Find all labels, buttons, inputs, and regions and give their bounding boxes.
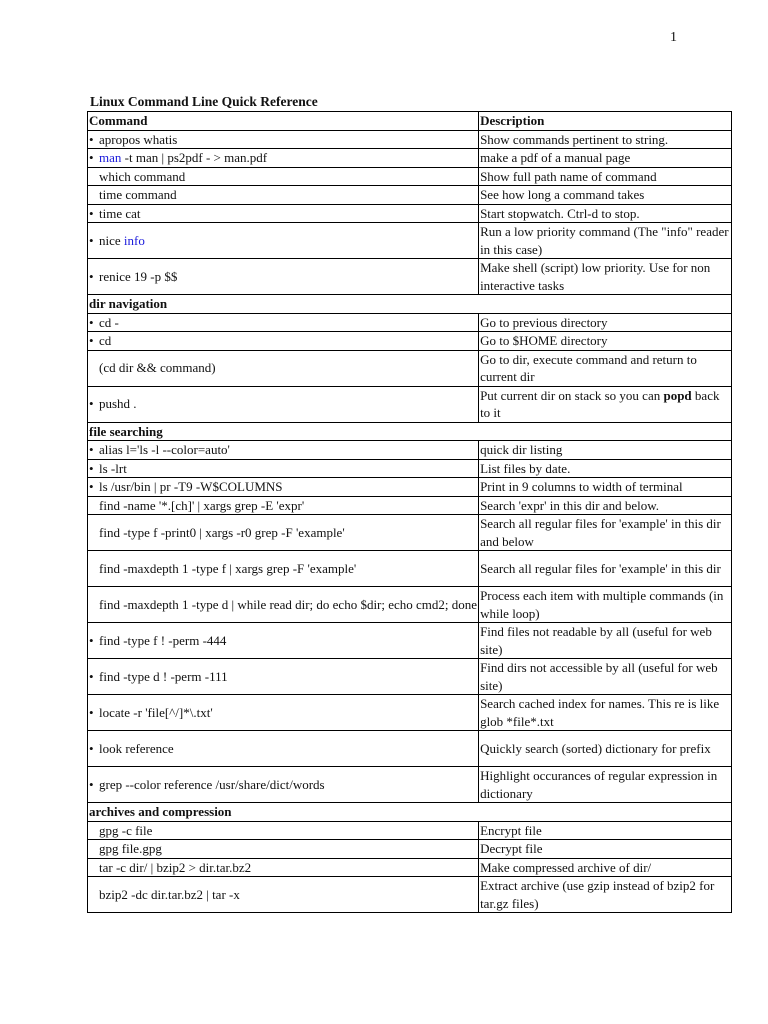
command-cell xyxy=(88,496,479,515)
bullet-icon: • xyxy=(89,460,94,476)
command-row xyxy=(88,350,732,386)
text-fragment: Go to dir, execute command and return to current dir xyxy=(480,351,697,384)
text-fragment: find -type d ! -perm -111 xyxy=(99,668,228,684)
command-cell xyxy=(88,204,479,223)
section-title: archives and compression xyxy=(88,803,732,822)
text-fragment: ls /usr/bin | pr -T9 -W$COLUMNS xyxy=(99,479,283,494)
description-cell xyxy=(479,332,732,351)
description-cell xyxy=(479,149,732,168)
command-link[interactable]: man xyxy=(99,150,122,165)
text-fragment: Encrypt file xyxy=(480,822,542,838)
text-fragment: (cd dir && command) xyxy=(99,360,216,376)
section-title: file searching xyxy=(88,422,732,441)
description-cell xyxy=(479,695,732,731)
command-row xyxy=(88,478,732,497)
bullet-icon: • xyxy=(89,150,94,165)
command-cell xyxy=(88,551,479,587)
bullet-icon: • xyxy=(89,776,94,792)
text-fragment: cd - xyxy=(99,314,119,330)
description-cell xyxy=(479,350,732,386)
command-row xyxy=(88,877,732,913)
command-cell xyxy=(88,821,479,840)
command-cell xyxy=(88,840,479,859)
command-cell xyxy=(88,313,479,332)
bullet-icon: • xyxy=(89,632,94,648)
command-row xyxy=(88,623,732,659)
description-cell xyxy=(479,659,732,695)
text-fragment: Highlight occurances of regular expression in dictionary xyxy=(480,768,718,801)
command-cell xyxy=(88,459,479,478)
text-fragment: bzip2 -dc dir.tar.bz2 | tar -x xyxy=(99,886,240,902)
section-header-row xyxy=(88,422,732,441)
text-fragment: which command xyxy=(99,168,186,184)
description-cell xyxy=(479,478,732,497)
command-cell xyxy=(88,332,479,351)
text-fragment: Show full path name of command xyxy=(480,168,657,184)
command-row xyxy=(88,731,732,767)
command-row xyxy=(88,204,732,223)
text-fragment: find -type f ! -perm -444 xyxy=(99,632,227,648)
text-fragment: Show commands pertinent to string. xyxy=(480,131,669,147)
bullet-icon: • xyxy=(89,479,94,494)
command-row xyxy=(88,515,732,551)
text-fragment: Make compressed archive of dir/ xyxy=(480,859,652,875)
command-row xyxy=(88,659,732,695)
command-row xyxy=(88,551,732,587)
description-cell xyxy=(479,821,732,840)
command-cell xyxy=(88,877,479,913)
command-link[interactable]: info xyxy=(123,232,145,248)
command-row xyxy=(88,130,732,149)
text-fragment: renice 19 -p $$ xyxy=(99,268,178,284)
document-title: Linux Command Line Quick Reference xyxy=(90,94,318,109)
text-fragment: tar -c dir/ | bzip2 > dir.tar.bz2 xyxy=(99,859,252,875)
text-fragment: See how long a command takes xyxy=(480,187,645,202)
command-row xyxy=(88,186,732,205)
description-cell xyxy=(479,858,732,877)
text-fragment: Start stopwatch. Ctrl-d to stop. xyxy=(480,205,640,221)
text-fragment: make a pdf of a manual page xyxy=(480,150,631,165)
command-cell xyxy=(88,130,479,149)
text-fragment: find -type f -print0 | xargs -r0 grep -F 'example' xyxy=(99,524,345,540)
command-cell xyxy=(88,858,479,877)
command-row xyxy=(88,496,732,515)
bullet-icon: • xyxy=(89,333,94,348)
table-header-row xyxy=(88,112,732,131)
text-fragment: apropos whatis xyxy=(99,131,178,147)
command-cell xyxy=(88,587,479,623)
text-fragment: quick dir listing xyxy=(480,442,563,457)
text-fragment: time command xyxy=(99,187,177,202)
command-cell xyxy=(88,659,479,695)
text-fragment: Search all regular files for 'example' in this dir and below xyxy=(480,516,721,549)
description-cell xyxy=(479,840,732,859)
text-fragment: Find dirs not accessible by all (useful for web site) xyxy=(480,660,718,693)
command-row xyxy=(88,386,732,422)
command-cell xyxy=(88,223,479,259)
text-fragment: Search cached index for names. This re is like glob *file*.txt xyxy=(480,696,720,729)
text-fragment: Extract archive (use gzip instead of bzip2 for tar.gz files) xyxy=(480,878,715,911)
text-fragment: Find files not readable by all (useful for web site) xyxy=(480,624,712,657)
text-fragment: Put current dir on stack so you can xyxy=(480,387,664,403)
command-cell xyxy=(88,767,479,803)
command-row xyxy=(88,223,732,259)
text-fragment: cd xyxy=(99,333,112,348)
text-fragment: Decrypt file xyxy=(480,841,543,856)
text-fragment: Search all regular files for 'example' in this dir xyxy=(480,560,721,576)
header-command: Command xyxy=(88,112,479,131)
text-fragment: Run a low priority command (The "info" reader in this case) xyxy=(480,224,729,257)
description-cell xyxy=(479,731,732,767)
description-cell xyxy=(479,386,732,422)
command-cell xyxy=(88,441,479,460)
command-cell xyxy=(88,149,479,168)
command-cell xyxy=(88,731,479,767)
command-row xyxy=(88,695,732,731)
command-cell xyxy=(88,259,479,295)
text-fragment: Go to previous directory xyxy=(480,314,608,330)
section-title: dir navigation xyxy=(88,295,732,314)
text-fragment: alias l='ls -l --color=auto' xyxy=(99,442,230,457)
text-fragment: Print in 9 columns to width of terminal xyxy=(480,479,683,494)
bullet-icon: • xyxy=(89,205,94,221)
text-fragment: back to it xyxy=(480,387,720,420)
bullet-icon: • xyxy=(89,396,94,412)
command-row xyxy=(88,587,732,623)
emphasized-text: popd xyxy=(663,387,692,403)
description-cell xyxy=(479,204,732,223)
bullet-icon: • xyxy=(89,314,94,330)
command-cell xyxy=(88,515,479,551)
description-cell xyxy=(479,767,732,803)
description-cell xyxy=(479,515,732,551)
text-fragment: find -name '*.[ch]' | xargs grep -E 'expr' xyxy=(99,497,305,513)
command-cell xyxy=(88,623,479,659)
text-fragment: List files by date. xyxy=(480,460,571,476)
command-cell xyxy=(88,695,479,731)
description-cell xyxy=(479,186,732,205)
command-cell xyxy=(88,167,479,186)
command-row xyxy=(88,441,732,460)
description-cell xyxy=(479,223,732,259)
text-fragment: find -maxdepth 1 -type f | xargs grep -F 'example' xyxy=(99,560,357,576)
text-fragment: time cat xyxy=(99,205,141,221)
command-row xyxy=(88,167,732,186)
text-fragment: ls -lrt xyxy=(99,460,127,476)
description-cell xyxy=(479,459,732,478)
header-description: Description xyxy=(479,112,732,131)
text-fragment: pushd . xyxy=(99,396,137,412)
bullet-icon: • xyxy=(89,442,94,457)
command-row xyxy=(88,259,732,295)
command-row xyxy=(88,459,732,478)
section-header-row xyxy=(88,803,732,822)
text-fragment: nice xyxy=(99,232,124,248)
text-fragment: Search 'expr' in this dir and below. xyxy=(480,497,659,513)
text-fragment: Quickly search (sorted) dictionary for prefix xyxy=(480,740,711,756)
bullet-icon: • xyxy=(89,740,94,756)
text-fragment: gpg file.gpg xyxy=(99,841,162,856)
bullet-icon: • xyxy=(89,668,94,684)
text-fragment: Go to $HOME directory xyxy=(480,333,608,348)
command-cell xyxy=(88,478,479,497)
command-reference-table xyxy=(87,111,732,913)
bullet-icon: • xyxy=(89,268,94,284)
command-row xyxy=(88,332,732,351)
description-cell xyxy=(479,167,732,186)
text-fragment: Make shell (script) low priority. Use for non interactive tasks xyxy=(480,260,711,293)
command-row xyxy=(88,767,732,803)
description-cell xyxy=(479,259,732,295)
description-cell xyxy=(479,441,732,460)
command-cell xyxy=(88,386,479,422)
description-cell xyxy=(479,130,732,149)
command-row xyxy=(88,149,732,168)
command-row xyxy=(88,313,732,332)
bullet-icon: • xyxy=(89,704,94,720)
command-row xyxy=(88,840,732,859)
description-cell xyxy=(479,587,732,623)
page-number: 1 xyxy=(670,30,677,45)
command-cell xyxy=(88,186,479,205)
command-row xyxy=(88,821,732,840)
command-row xyxy=(88,858,732,877)
bullet-icon: • xyxy=(89,232,94,248)
section-header-row xyxy=(88,295,732,314)
text-fragment: look reference xyxy=(99,740,174,756)
description-cell xyxy=(479,623,732,659)
text-fragment: Process each item with multiple commands (in while loop) xyxy=(480,588,724,621)
bullet-icon: • xyxy=(89,131,94,147)
text-fragment: grep --color reference /usr/share/dict/words xyxy=(99,776,325,792)
text-fragment: gpg -c file xyxy=(99,822,153,838)
description-cell xyxy=(479,877,732,913)
description-cell xyxy=(479,313,732,332)
description-cell xyxy=(479,551,732,587)
description-cell xyxy=(479,496,732,515)
text-fragment: -t man | ps2pdf - > man.pdf xyxy=(121,150,268,165)
command-cell xyxy=(88,350,479,386)
text-fragment: locate -r 'file[^/]*\.txt' xyxy=(99,704,213,720)
text-fragment: find -maxdepth 1 -type d | while read dir; do echo $dir; echo cmd2; done xyxy=(99,596,478,612)
